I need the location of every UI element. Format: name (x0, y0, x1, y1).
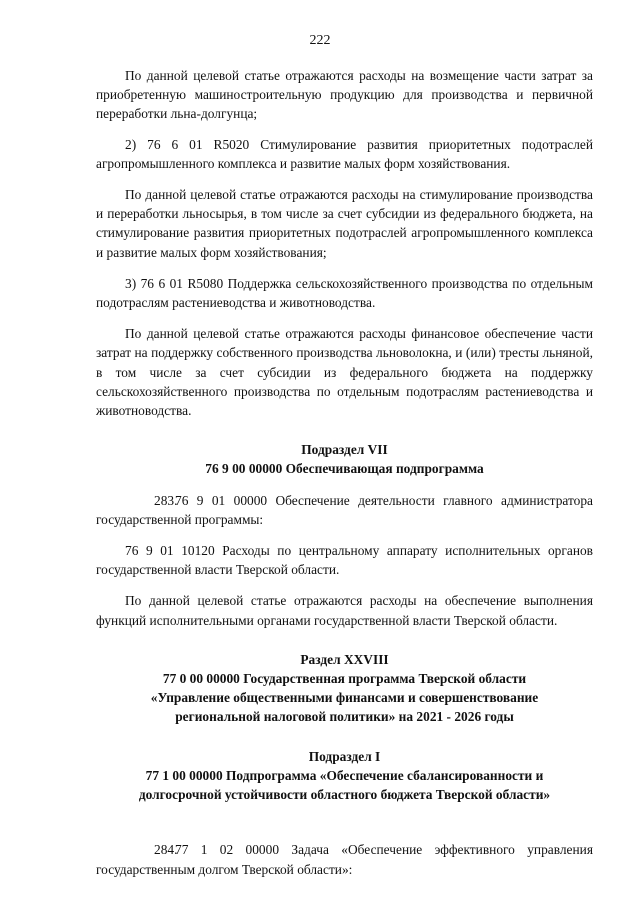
paragraph-283 (96, 491, 593, 529)
subsection-i-line-2: долгосрочной устойчивости областного бюджета Тверской области» (138, 787, 551, 803)
paragraph-flax-fiber: По данной целевой статье отражаются расходы финансовое обеспечение части затрат на поддержку собственного производства льноволокна, и (или) тресты льняной, в том числе за счет субсидии из федерального бюджета на поддержку сельскохозяйственного производства по отдельным подотраслям растениеводства и животноводства. (96, 326, 593, 419)
subsection-vii-title: Подраздел VII (301, 442, 388, 458)
paragraph-flax-equipment: По данной целевой статье отражаются расходы на возмещение части затрат за приобретенную машиностроительную продукцию для производства и первичной переработки льна-долгунца; (96, 68, 593, 122)
subsection-vii-code: 76 9 00 00000 Обеспечивающая подпрограмма (205, 461, 484, 477)
section-xxviii-line-3: региональной налоговой политики» на 2021 - 2026 годы (175, 709, 514, 725)
subsection-i-title: Подраздел I (308, 748, 381, 764)
paragraph-284 (96, 840, 593, 878)
section-xxviii-heading (96, 650, 593, 727)
subsection-vii-heading (96, 440, 593, 478)
paragraph-item-2: 2) 76 6 01 R5020 Стимулирование развития приоритетных подотраслей агропромышленного комплекса и развитие малых форм хозяйствования. (96, 136, 593, 171)
section-xxviii-title: Раздел XXVIII (300, 651, 389, 667)
paragraph-283-text: 76 9 01 00000 Обеспечение деятельности главного администратора государственной программы: (96, 492, 593, 527)
paragraph-item-3: 3) 76 6 01 R5080 Поддержка сельскохозяйственного производства по отдельным подотраслям растениеводства и животноводства. (96, 275, 593, 311)
subsection-i-line-1: 77 1 00 00000 Подпрограмма «Обеспечение сбалансированности и (145, 767, 544, 783)
page-number: 222 (309, 33, 331, 48)
document-body (96, 66, 593, 879)
item-number-284: 284. (154, 842, 178, 858)
paragraph-284-text: 77 1 02 00000 Задача «Обеспечение эффективного управления государственным долгом Тверской области»: (96, 842, 593, 877)
paragraph-flax-stimulation: По данной целевой статье отражаются расходы на стимулирование производства и переработки льносырья, в том числе за счет субсидии из федерального бюджета, на стимулирование развития приоритетных подотраслей агропромышленного комплекса и развитие малых форм хозяйствования; (96, 187, 593, 260)
section-xxviii-line-2: «Управление общественными финансами и совершенствование (150, 690, 539, 706)
paragraph-central-apparatus: 76 9 01 10120 Расходы по центральному аппарату исполнительных органов государственной власти Тверской области. (96, 543, 593, 578)
section-xxviii-line-1: 77 0 00 00000 Государственная программа Тверской области (162, 671, 527, 687)
subsection-i-heading (96, 747, 593, 805)
item-number-283: 283. (154, 492, 178, 508)
paragraph-executive-bodies: По данной целевой статье отражаются расходы на обеспечение выполнения функций исполнительными органами государственной власти Тверской области. (96, 593, 593, 628)
